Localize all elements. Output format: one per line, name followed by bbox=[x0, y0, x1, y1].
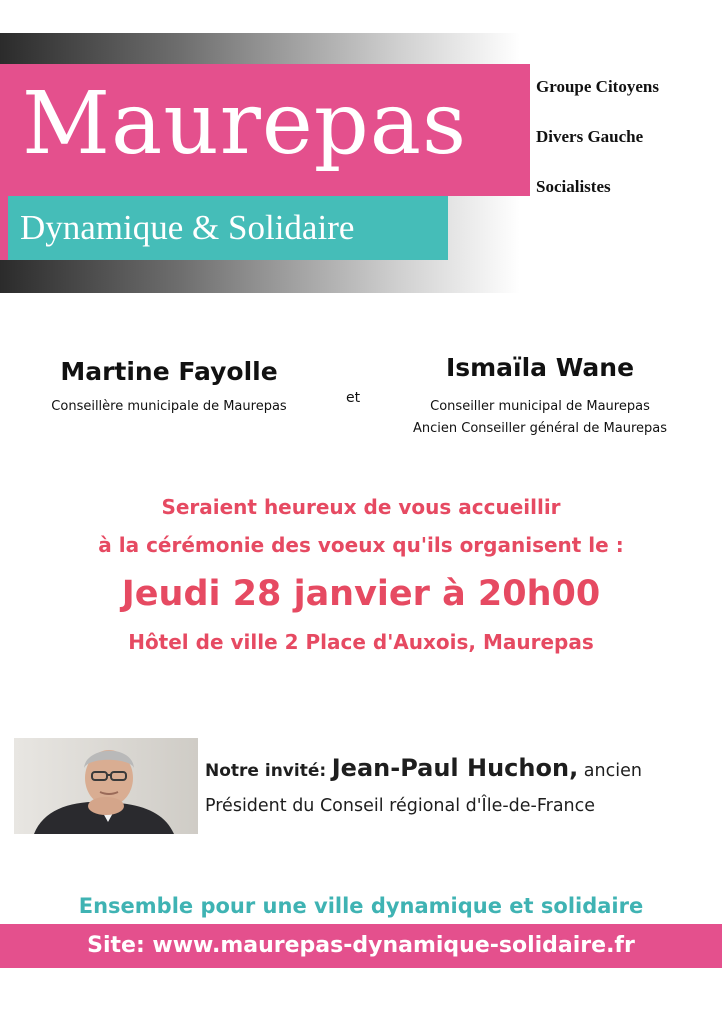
slogan: Ensemble pour une ville dynamique et solidaire bbox=[78, 894, 644, 918]
guest-title-start: ancien bbox=[583, 761, 642, 781]
poster-subtitle: Dynamique & Solidaire bbox=[20, 208, 355, 247]
guest-title-rest: Président du Conseil régional d'Île-de-France bbox=[205, 796, 596, 816]
site-link[interactable]: Site: www.maurepas-dynamique-solidaire.fr bbox=[87, 933, 635, 958]
group-name-2: Divers Gauche bbox=[536, 127, 644, 146]
host-right-role-2: Ancien Conseiller général de Maurepas bbox=[412, 421, 667, 436]
guest-block bbox=[205, 748, 715, 821]
host-left-name: Martine Fayolle bbox=[60, 357, 278, 386]
host-right-role-1: Conseiller municipal de Maurepas bbox=[430, 399, 650, 414]
guest-photo bbox=[14, 738, 198, 834]
host-right-name: Ismaïla Wane bbox=[445, 353, 635, 382]
event-place: Hôtel de ville 2 Place d'Auxois, Maurepas bbox=[128, 630, 594, 654]
guest-portrait-illustration bbox=[14, 738, 198, 834]
host-left bbox=[14, 356, 324, 418]
group-name-1: Groupe Citoyens bbox=[536, 77, 659, 96]
guest-label: Notre invité: bbox=[205, 761, 327, 781]
invitation-line-2: à la cérémonie des voeux qu'ils organisent le : bbox=[98, 533, 624, 557]
group-name-3: Socialistes bbox=[536, 177, 611, 196]
group-names bbox=[536, 72, 722, 222]
host-left-role: Conseillère municipale de Maurepas bbox=[51, 399, 287, 414]
invitation-line-1: Seraient heureux de vous accueillir bbox=[161, 495, 561, 519]
event-date: Jeudi 28 janvier à 20h00 bbox=[121, 574, 601, 614]
host-right bbox=[380, 352, 700, 440]
poster-title: Maurepas bbox=[22, 74, 468, 174]
conjunction: et bbox=[346, 390, 361, 406]
guest-name: Jean-Paul Huchon, bbox=[331, 754, 579, 782]
